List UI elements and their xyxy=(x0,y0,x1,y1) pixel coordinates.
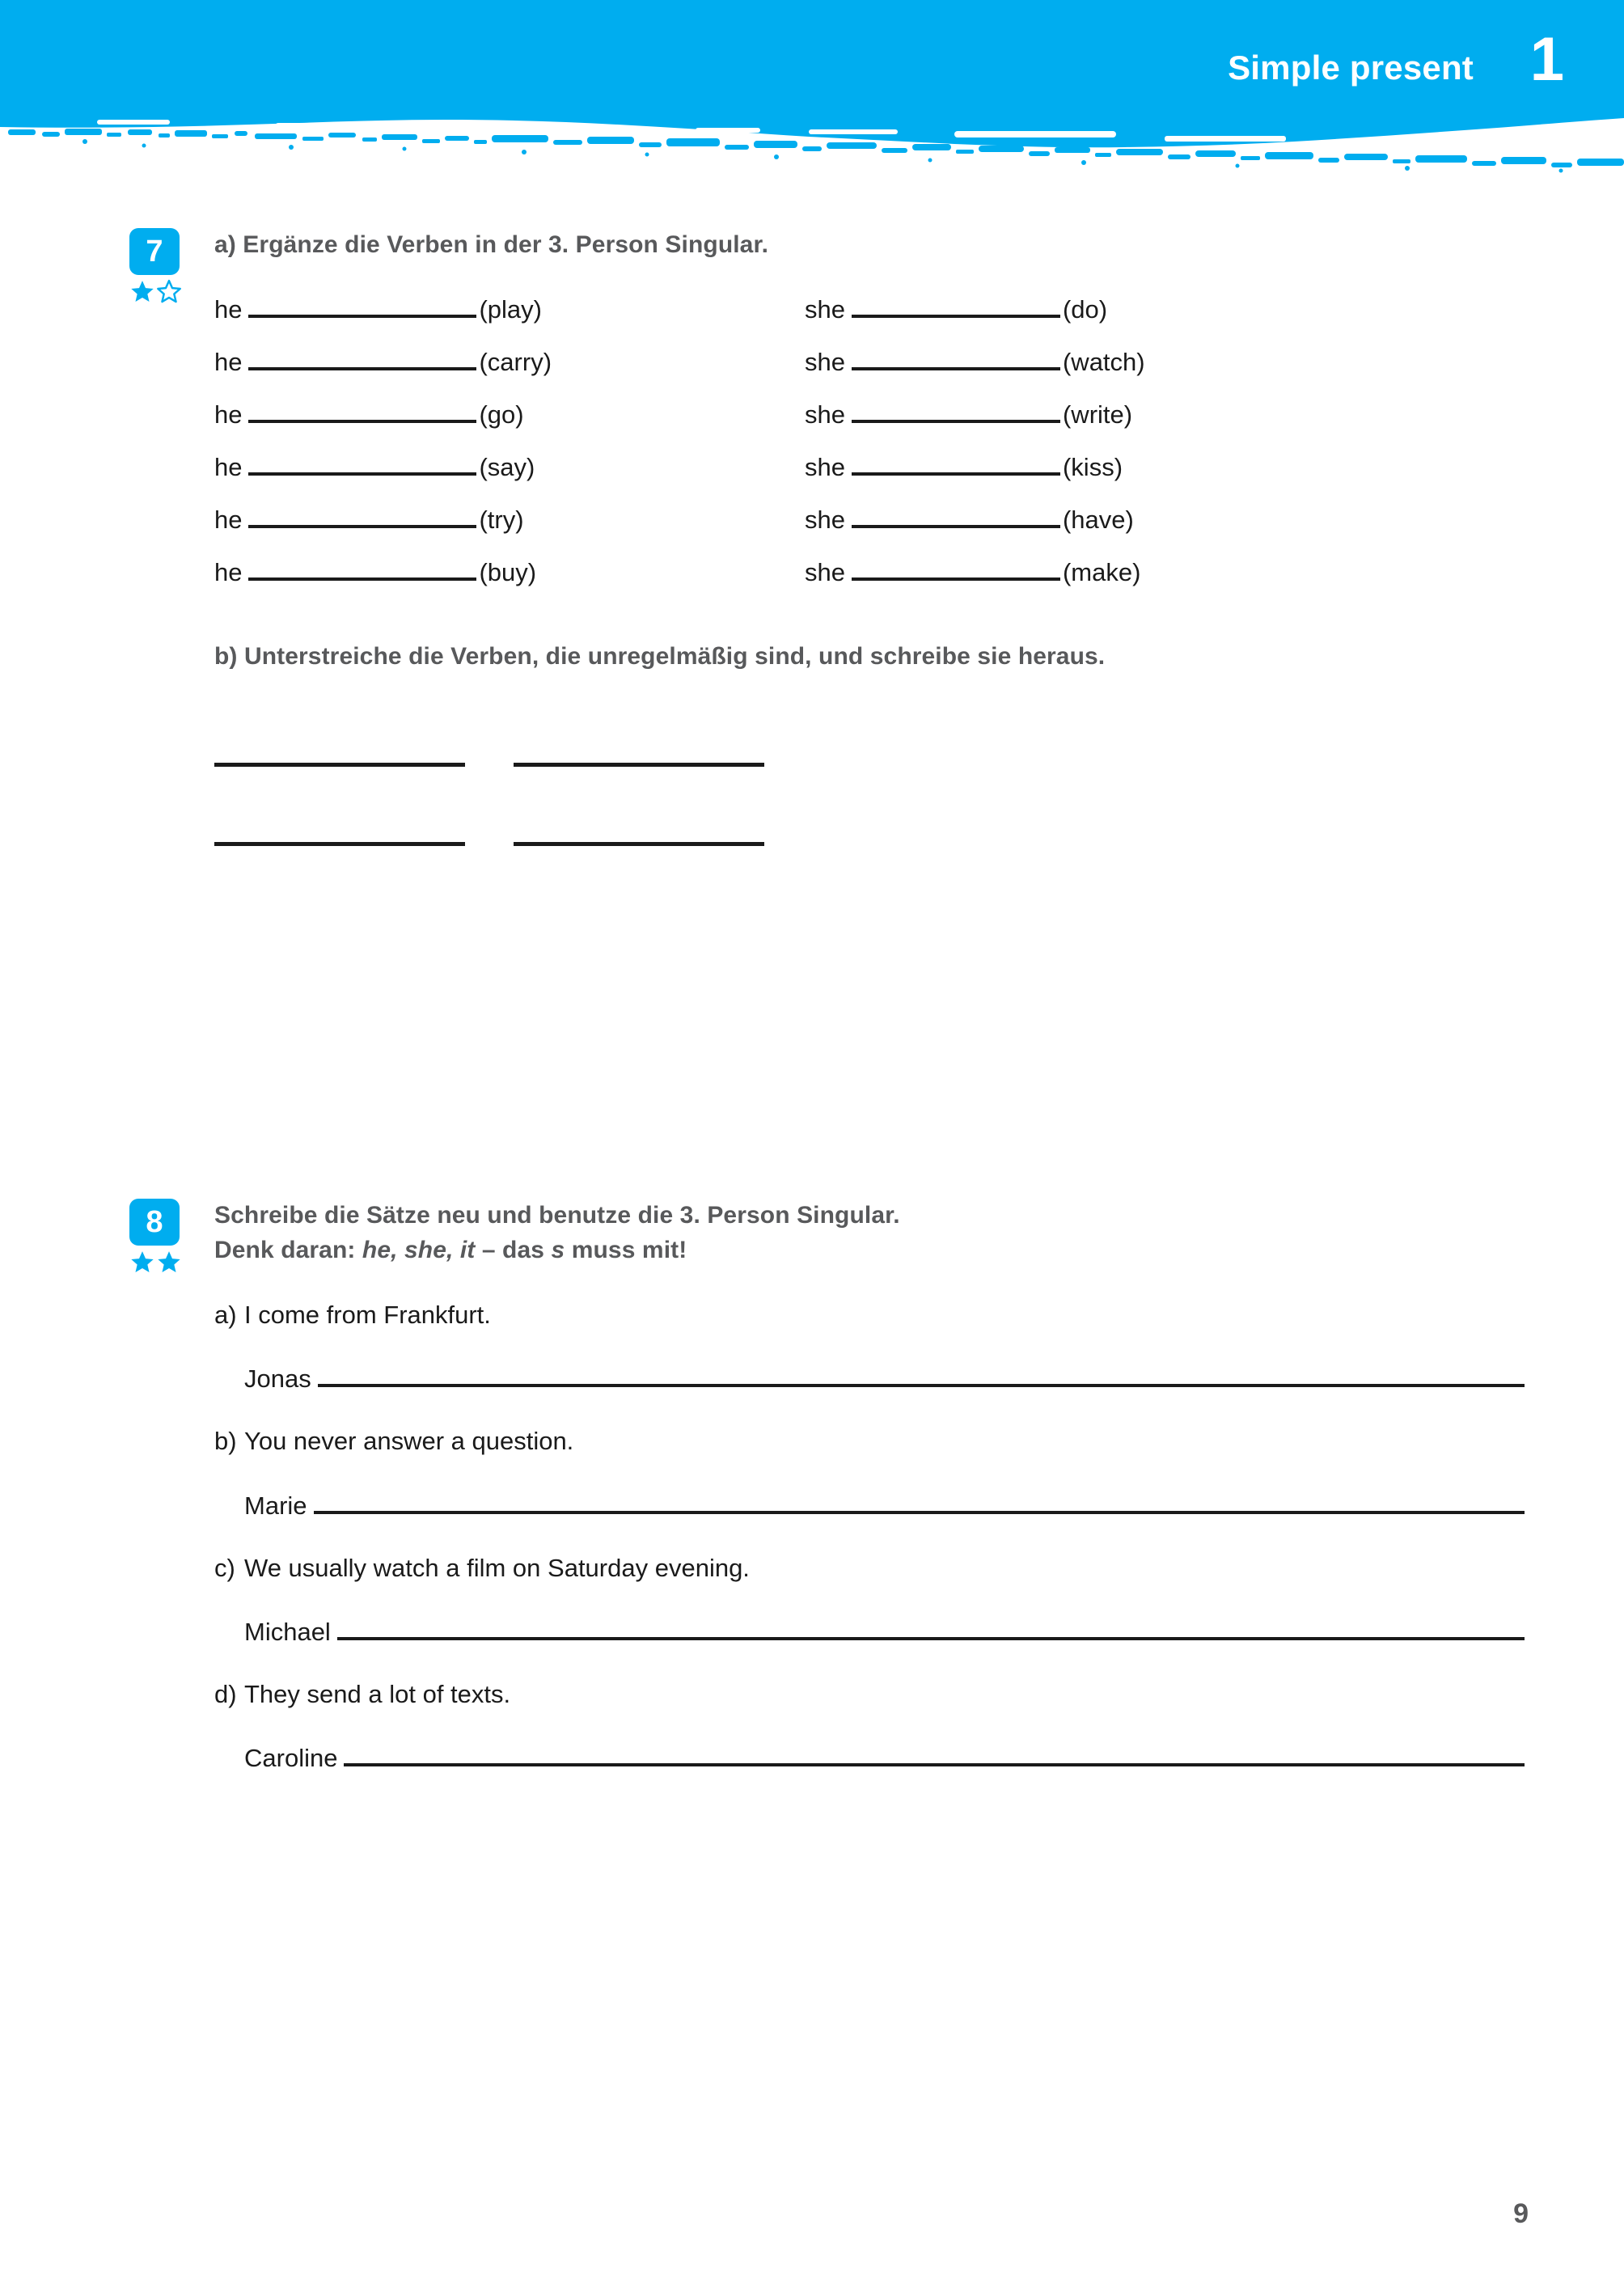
page-number: 9 xyxy=(1513,2198,1529,2229)
star-filled-icon xyxy=(129,1250,155,1275)
spacer xyxy=(465,713,514,792)
exercise-7-number: 7 xyxy=(129,228,180,275)
answer-line-row xyxy=(214,713,1525,792)
exercise-8-instruction-line-2 xyxy=(214,1233,1525,1268)
exercise-8-badge-column xyxy=(129,1199,207,1275)
answer-blank[interactable] xyxy=(248,290,476,318)
sentence-text: You never answer a question. xyxy=(244,1427,574,1456)
answer-blank-line[interactable] xyxy=(214,713,465,767)
verb-cell-she-do xyxy=(805,290,1395,324)
item-marker: d) xyxy=(214,1679,237,1708)
pronoun-label: she xyxy=(805,294,845,324)
verb-row xyxy=(214,553,1525,606)
verb-cell-he-say xyxy=(214,448,805,482)
s-emphasis: s xyxy=(551,1236,565,1263)
verb-hint: (play) xyxy=(479,294,542,324)
verb-row xyxy=(214,501,1525,553)
answer-blank[interactable] xyxy=(852,290,1060,318)
exercise-8-number: 8 xyxy=(129,1199,180,1246)
pronoun-label: she xyxy=(805,557,845,586)
exercise-7b-instruction: b) Unterstreiche die Verben, die unregelmäßig sind, und schreibe sie heraus. xyxy=(214,642,1106,670)
sentence-prompt xyxy=(214,1300,1525,1330)
pronoun-label: she xyxy=(805,452,845,481)
exercise-7b-answer-lines xyxy=(214,713,1525,871)
verb-row xyxy=(214,343,1525,396)
verb-hint: (buy) xyxy=(479,557,537,586)
sentence-item-d xyxy=(214,1679,1525,1773)
verb-conjugation-grid xyxy=(214,290,1525,606)
answer-blank[interactable] xyxy=(248,396,476,423)
star-outline-icon xyxy=(156,279,182,304)
instruction-text-post: muss mit! xyxy=(565,1236,687,1263)
item-marker: a) xyxy=(214,1301,237,1330)
chapter-number: 1 xyxy=(1529,25,1564,94)
exercise-8-body xyxy=(214,1199,1525,1773)
brush-stroke-graphic xyxy=(0,0,1624,210)
answer-blank[interactable] xyxy=(248,448,476,476)
verb-hint: (have) xyxy=(1062,505,1134,534)
sentence-prompt xyxy=(214,1679,1525,1709)
verb-cell-he-play xyxy=(214,290,805,324)
pronoun-label: he xyxy=(214,347,243,376)
answer-blank-line[interactable] xyxy=(514,792,764,846)
verb-cell-she-write xyxy=(805,396,1395,429)
answer-line-row xyxy=(214,792,1525,871)
subject-name: Jonas xyxy=(244,1364,311,1394)
pronoun-label: he xyxy=(214,294,243,324)
verb-cell-she-kiss xyxy=(805,448,1395,482)
sentence-answer-row xyxy=(214,1360,1525,1394)
answer-blank[interactable] xyxy=(852,343,1060,370)
exercise-8-difficulty-stars xyxy=(129,1250,207,1275)
exercise-8-items xyxy=(214,1300,1525,1773)
sentence-answer-row xyxy=(214,1613,1525,1647)
answer-blank-line[interactable] xyxy=(514,713,764,767)
answer-blank[interactable] xyxy=(852,396,1060,423)
verb-row xyxy=(214,396,1525,448)
verb-cell-he-buy xyxy=(214,553,805,587)
sentence-item-c xyxy=(214,1553,1525,1647)
verb-hint: (say) xyxy=(479,452,535,481)
verb-cell-she-make xyxy=(805,553,1395,587)
subject-name: Caroline xyxy=(244,1743,338,1772)
sentence-answer-row xyxy=(214,1739,1525,1773)
pronoun-label: he xyxy=(214,557,243,586)
verb-hint: (watch) xyxy=(1062,347,1145,376)
sentence-prompt xyxy=(214,1553,1525,1583)
verb-hint: (go) xyxy=(479,400,524,429)
pronoun-label: he xyxy=(214,452,243,481)
verb-hint: (kiss) xyxy=(1062,452,1123,481)
exercise-8-instruction-line-1: Schreibe die Sätze neu und benutze die 3. Person Singular. xyxy=(214,1202,900,1229)
instruction-text-mid: – das xyxy=(475,1236,552,1263)
pronoun-label: she xyxy=(805,400,845,429)
pronoun-emphasis: he, she, it xyxy=(362,1236,476,1263)
sentence-text: They send a lot of texts. xyxy=(244,1679,511,1708)
answer-blank[interactable] xyxy=(344,1739,1525,1766)
verb-cell-he-go xyxy=(214,396,805,429)
verb-hint: (carry) xyxy=(479,347,552,376)
verb-hint: (write) xyxy=(1062,400,1133,429)
pronoun-label: she xyxy=(805,505,845,534)
verb-hint: (make) xyxy=(1062,557,1141,586)
exercise-7-difficulty-stars xyxy=(129,279,207,304)
verb-row xyxy=(214,290,1525,343)
exercise-7-badge-column xyxy=(129,228,207,304)
sentence-item-b xyxy=(214,1426,1525,1520)
pronoun-label: she xyxy=(805,347,845,376)
subject-name: Marie xyxy=(244,1491,307,1520)
subject-name: Michael xyxy=(244,1617,331,1646)
verb-cell-he-try xyxy=(214,501,805,535)
exercise-7-body xyxy=(214,228,1525,871)
verb-row xyxy=(214,448,1525,501)
answer-blank[interactable] xyxy=(314,1487,1525,1514)
instruction-text-pre: Denk daran: xyxy=(214,1236,362,1263)
answer-blank[interactable] xyxy=(852,553,1060,581)
answer-blank[interactable] xyxy=(248,501,476,528)
star-filled-icon xyxy=(129,279,155,304)
spacer xyxy=(465,792,514,871)
answer-blank[interactable] xyxy=(318,1360,1525,1387)
exercise-7a-instruction: a) Ergänze die Verben in der 3. Person Singular. xyxy=(214,231,769,258)
answer-blank[interactable] xyxy=(248,343,476,370)
answer-blank[interactable] xyxy=(852,448,1060,476)
sentence-item-a xyxy=(214,1300,1525,1394)
pronoun-label: he xyxy=(214,400,243,429)
sentence-answer-row xyxy=(214,1487,1525,1521)
answer-blank[interactable] xyxy=(337,1613,1525,1640)
answer-blank-line[interactable] xyxy=(214,792,465,846)
verb-hint: (try) xyxy=(479,505,524,534)
star-filled-icon xyxy=(156,1250,182,1275)
item-marker: c) xyxy=(214,1553,235,1582)
pronoun-label: he xyxy=(214,505,243,534)
verb-cell-he-carry xyxy=(214,343,805,377)
verb-cell-she-have xyxy=(805,501,1395,535)
verb-cell-she-watch xyxy=(805,343,1395,377)
sentence-prompt xyxy=(214,1426,1525,1456)
sentence-text: We usually watch a film on Saturday evening. xyxy=(244,1553,750,1582)
answer-blank[interactable] xyxy=(852,501,1060,528)
answer-blank[interactable] xyxy=(248,553,476,581)
item-marker: b) xyxy=(214,1427,237,1456)
verb-hint: (do) xyxy=(1062,294,1108,324)
page-title: Simple present xyxy=(1228,49,1474,87)
sentence-text: I come from Frankfurt. xyxy=(244,1301,491,1330)
page-header-banner xyxy=(0,0,1624,210)
